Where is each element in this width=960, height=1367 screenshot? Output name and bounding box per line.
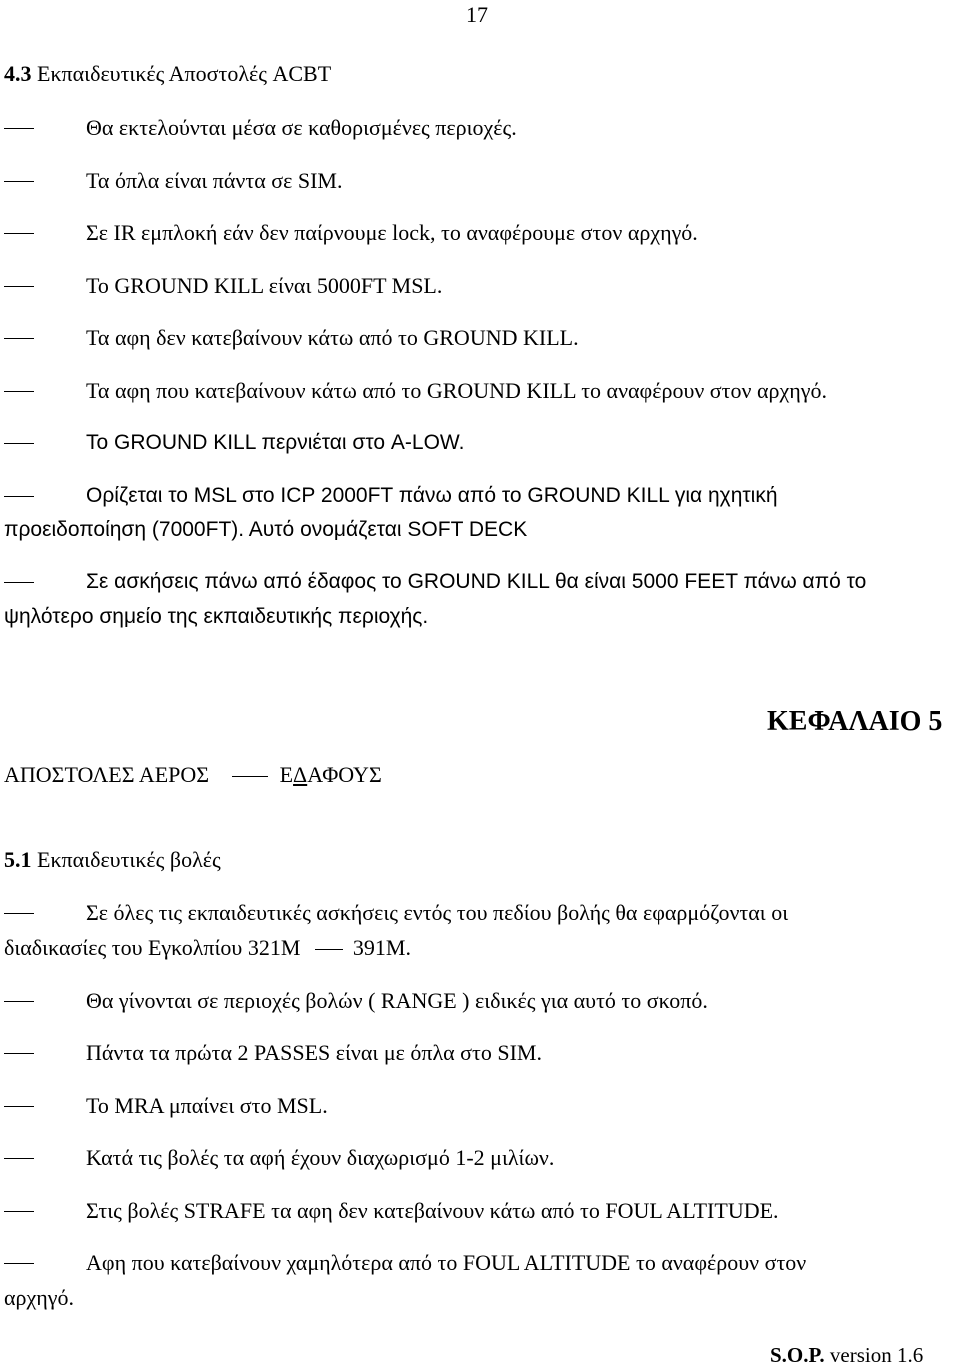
dash-bullet [4,391,34,392]
dash-bullet [4,496,34,497]
list-item-continuation: αρχηγό. [4,1285,74,1310]
dash-separator [315,949,343,950]
dash-bullet [4,1001,34,1002]
chapter-label: ΚΕΦΑΛΑΙΟ 5 [767,706,943,737]
dash-bullet [4,286,34,287]
dash-bullet [4,338,34,339]
list-item: Το GROUND KILL είναι 5000FT MSL. [86,273,443,298]
dash-bullet [4,1053,34,1054]
section-heading-5-1 [4,847,221,873]
dash-bullet [4,1106,34,1107]
list-item: Το MRA μπαίνει στο MSL. [86,1093,328,1118]
section-number: 5.1 [4,847,32,872]
page-number: 17 [466,2,488,27]
footer-sop: S.O.P. [770,1343,825,1367]
continuation-part-a: διαδικασίες του Εγκολπίου 321Μ [4,935,301,960]
continuation-part-b: 391Μ. [352,935,411,960]
list-item: Στις βολές STRAFE τα αφη δεν κατεβαίνουν κάτω από το FOUL ALTITUDE. [86,1198,779,1223]
footer-version-text: version 1.6 [829,1343,924,1367]
list-item-continuation [4,516,527,543]
dash-bullet [4,1263,34,1264]
list-item: Σε όλες τις εκπαιδευτικές ασκήσεις εντός του πεδίου βολής θα εφαρμόζονται οι [86,900,789,925]
list-item: Θα γίνονται σε περιοχές βολών ( RANGE ) ειδικές για αυτό το σκοπό. [86,988,708,1013]
dash-bullet [4,582,34,583]
list-item-continuation [4,935,411,961]
dash-bullet [4,181,34,182]
chapter-title-part1: ΑΠΟΣΤΟΛΕΣ ΑΕΡΟΣ [4,762,210,787]
list-item: Αφη που κατεβαίνουν χαμηλότερα από το FOUL ALTITUDE το αναφέρουν στον [86,1250,807,1275]
dash-bullet [4,1158,34,1159]
dash-bullet [4,913,34,914]
chapter-title-part2a: Ε [279,762,294,787]
list-item: Σε IR εμπλοκή εάν δεν παίρνουμε lock, το αναφέρουμε στον αρχηγό. [86,220,698,245]
list-item: Ορίζεται το MSL στο ICP 2000FT πάνω από το GROUND KILL για ηχητική [86,484,778,507]
section-title: Εκπαιδευτικές Αποστολές ACBT [37,61,332,86]
chapter-title [4,762,382,788]
dash-separator [232,776,268,777]
continuation-sans: προειδοποίηση (7000FT). Αυτό ονομάζεται SOFT DECK [4,518,528,541]
list-item: Τα αφη που κατεβαίνουν κάτω από το GROUND KILL το αναφέρουν στον αρχηγό. [86,378,827,403]
dash-bullet [4,233,34,234]
list-item: Σε ασκήσεις πάνω από έδαφος το GROUND KILL θα είναι 5000 FEET πάνω από το [86,570,867,593]
section-heading-4-3 [4,61,331,87]
list-item: Πάντα τα πρώτα 2 PASSES είναι με όπλα στο SIM. [86,1040,542,1065]
list-item: Τα όπλα είναι πάντα σε SIM. [86,168,343,193]
section-number: 4.3 [4,61,32,86]
chapter-title-part2b: ΑΦΟΥΣ [307,762,382,787]
dash-bullet [4,1211,34,1212]
footer-version [770,1343,923,1367]
list-item: Το GROUND KILL περνιέται στο A-LOW. [86,431,465,454]
section-title: Εκπαιδευτικές βολές [37,847,221,872]
list-item-continuation: ψηλότερο σημείο της εκπαιδευτικής περιοχής. [4,605,429,628]
list-item: Θα εκτελούνται μέσα σε καθορισμένες περιοχές. [86,115,517,140]
chapter-title-underlined-letter: Δ [293,762,308,787]
dash-bullet [4,128,34,129]
list-item: Τα αφη δεν κατεβαίνουν κάτω από το GROUND KILL. [86,325,579,350]
dash-bullet [4,443,34,444]
list-item: Κατά τις βολές τα αφή έχουν διαχωρισμό 1-2 μιλίων. [86,1145,555,1170]
